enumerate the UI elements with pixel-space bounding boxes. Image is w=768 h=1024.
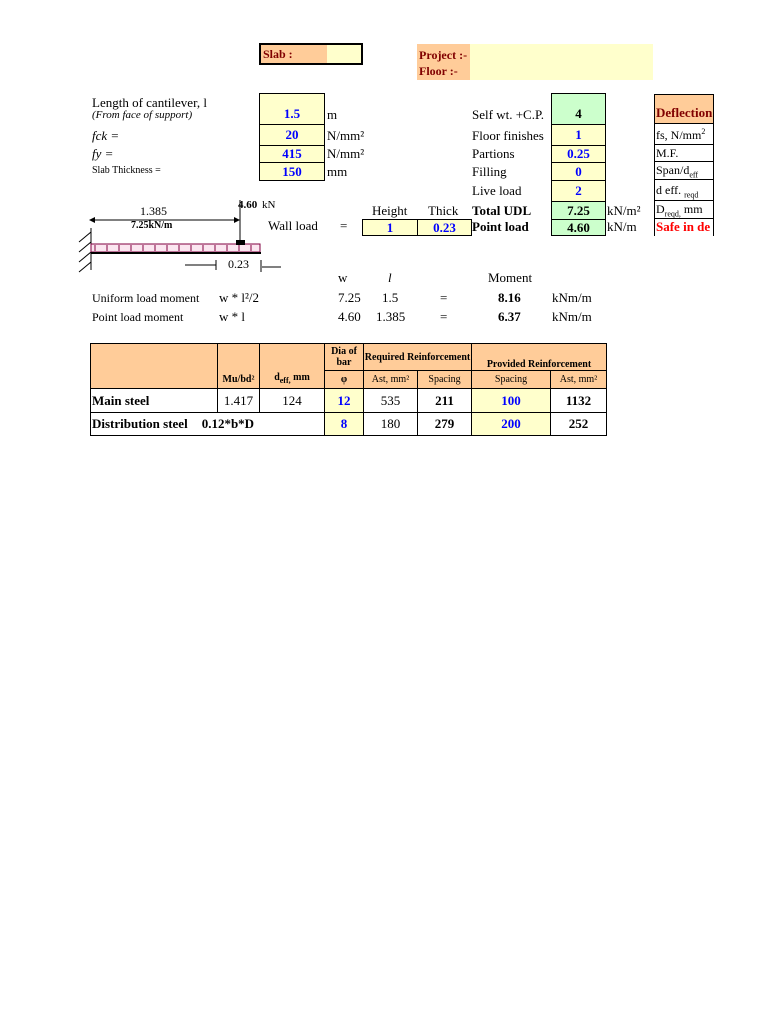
slab-input[interactable] xyxy=(327,45,361,63)
moment-w: 7.25 xyxy=(338,290,361,305)
offset-label: 0.23 xyxy=(228,257,249,271)
provided-spacing-input[interactable]: 200 xyxy=(472,413,551,436)
moment-unit: kNm/m xyxy=(552,309,592,324)
deflection-row: fs, $N/mm^2$ xyxy=(655,124,713,145)
point-load-value: 4.60 xyxy=(551,219,606,236)
wall-thick-input[interactable]: 0.23 xyxy=(417,219,472,236)
deflection-status: Safe in de xyxy=(656,219,711,234)
spacing-value: 279 xyxy=(418,413,472,436)
deflection-panel xyxy=(654,94,714,236)
point-load-label: Point load xyxy=(472,219,529,234)
ast-value: 535 xyxy=(364,389,418,413)
thickness-label: Slab Thickness = xyxy=(92,165,161,176)
header-spacing: Spacing xyxy=(418,371,472,389)
fixed-support-icon xyxy=(79,228,91,272)
fck-input[interactable]: 20 xyxy=(259,124,325,146)
wall-height-label: Height xyxy=(372,203,408,218)
moment-formula: w * l²/2 xyxy=(219,290,260,305)
total-udl-label: Total UDL xyxy=(472,203,532,218)
mubd-value: 1.417 xyxy=(218,389,260,413)
moment-w: 4.60 xyxy=(338,309,361,324)
project-labels xyxy=(417,44,470,80)
thickness-unit: mm xyxy=(327,164,348,179)
moment-value: 6.37 xyxy=(498,309,521,324)
provided-ast-value: 252 xyxy=(551,413,607,436)
load-label: Floor finishes xyxy=(472,128,544,143)
w-header: w xyxy=(338,270,348,285)
fy-input[interactable]: 415 xyxy=(259,145,325,163)
fck-unit: N/mm² xyxy=(327,128,365,143)
span-label: 1.385 xyxy=(140,204,167,218)
udl-band xyxy=(91,244,260,252)
deflection-row: $D_{reqd,}$ mm xyxy=(655,201,713,219)
deflection-header: Deflection xyxy=(655,94,713,124)
spacing-value: 211 xyxy=(418,389,472,413)
provided-ast-value: 1132 xyxy=(551,389,607,413)
load-input[interactable]: 0 xyxy=(551,162,606,181)
load-label: Filling xyxy=(472,164,507,179)
moment-unit: kNm/m xyxy=(552,290,592,305)
deflection-row: Span/$d_{eff}$ xyxy=(655,162,713,180)
moment-l: 1.385 xyxy=(376,309,406,324)
load-input[interactable]: 1 xyxy=(551,124,606,146)
deflection-row: M.F. xyxy=(655,145,713,162)
header-dia: Dia of bar xyxy=(325,344,364,371)
row-label-text: Distribution steel xyxy=(92,416,188,431)
wall-eq: = xyxy=(340,218,348,233)
wall-thick-label: Thick xyxy=(428,203,459,218)
ast-value: 180 xyxy=(364,413,418,436)
length-note: (From face of support) xyxy=(92,109,193,121)
moment-header: Moment xyxy=(488,270,533,285)
cantilever-diagram xyxy=(0,0,300,280)
header-ast: Ast, mm² xyxy=(364,371,418,389)
header-mubd: Mu/bd² xyxy=(218,344,260,389)
moment-label: Point load moment xyxy=(92,310,184,324)
point-load-unit: kN xyxy=(262,199,276,211)
point-load-unit: kN/m xyxy=(607,219,637,234)
moment-value: 8.16 xyxy=(498,290,521,305)
moment-eq: = xyxy=(440,290,448,305)
dia-input[interactable]: 8 xyxy=(325,413,364,436)
udl-label: 7.25kN/m xyxy=(131,220,173,231)
moment-eq: = xyxy=(440,309,448,324)
deff-value: 124 xyxy=(260,389,325,413)
header-provided-ast: Ast, mm² xyxy=(551,371,607,389)
load-input[interactable]: 2 xyxy=(551,180,606,202)
load-label: Self wt. +C.P. xyxy=(472,107,544,122)
fy-unit: N/mm² xyxy=(327,146,365,161)
table-corner xyxy=(91,344,218,389)
moment-l: 1.5 xyxy=(382,290,399,305)
load-label: Partions xyxy=(472,146,515,161)
reinforcement-table xyxy=(90,343,607,436)
point-load-label: 4.60 xyxy=(238,199,258,211)
l-header: l xyxy=(388,270,392,285)
header-deff: $d_{eff,}$ mm xyxy=(260,344,325,389)
moment-label: Uniform load moment xyxy=(92,291,200,305)
row-label: Main steel xyxy=(91,389,218,413)
dist-formula: 0.12*b*D xyxy=(201,416,255,431)
table-row-main xyxy=(91,389,607,413)
table-row-distribution xyxy=(91,413,607,436)
length-input[interactable]: 1.5 xyxy=(259,93,325,125)
length-unit: m xyxy=(327,107,338,122)
fck-label: fck = xyxy=(92,128,120,143)
project-label: Project :- xyxy=(419,48,468,62)
moment-formula: w * l xyxy=(219,309,245,324)
thickness-input[interactable]: 150 xyxy=(259,162,325,181)
row-label xyxy=(91,413,325,436)
header-provided: Provided Reinforcement xyxy=(472,344,607,371)
wall-load-label: Wall load xyxy=(268,218,318,233)
provided-spacing-input[interactable]: 100 xyxy=(472,389,551,413)
load-label: Live load xyxy=(472,183,522,198)
header-required: Required Reinforcement xyxy=(364,344,472,371)
deflection-row: d eff. $_{reqd}$ xyxy=(655,180,713,201)
dia-input[interactable]: 12 xyxy=(325,389,364,413)
slab-label: Slab : xyxy=(261,45,327,63)
total-udl-value: 7.25 xyxy=(551,201,606,220)
load-value: 4 xyxy=(551,93,606,125)
header-phi: φ xyxy=(325,371,364,389)
floor-label: Floor :- xyxy=(419,64,458,78)
project-input[interactable] xyxy=(470,44,653,80)
fy-label: fy = xyxy=(92,146,114,161)
load-input[interactable]: 0.25 xyxy=(551,145,606,163)
length-label: Length of cantilever, l xyxy=(92,95,207,110)
wall-height-input[interactable]: 1 xyxy=(362,219,418,236)
header-provided-spacing: Spacing xyxy=(472,371,551,389)
total-udl-unit: kN/m² xyxy=(607,203,641,218)
